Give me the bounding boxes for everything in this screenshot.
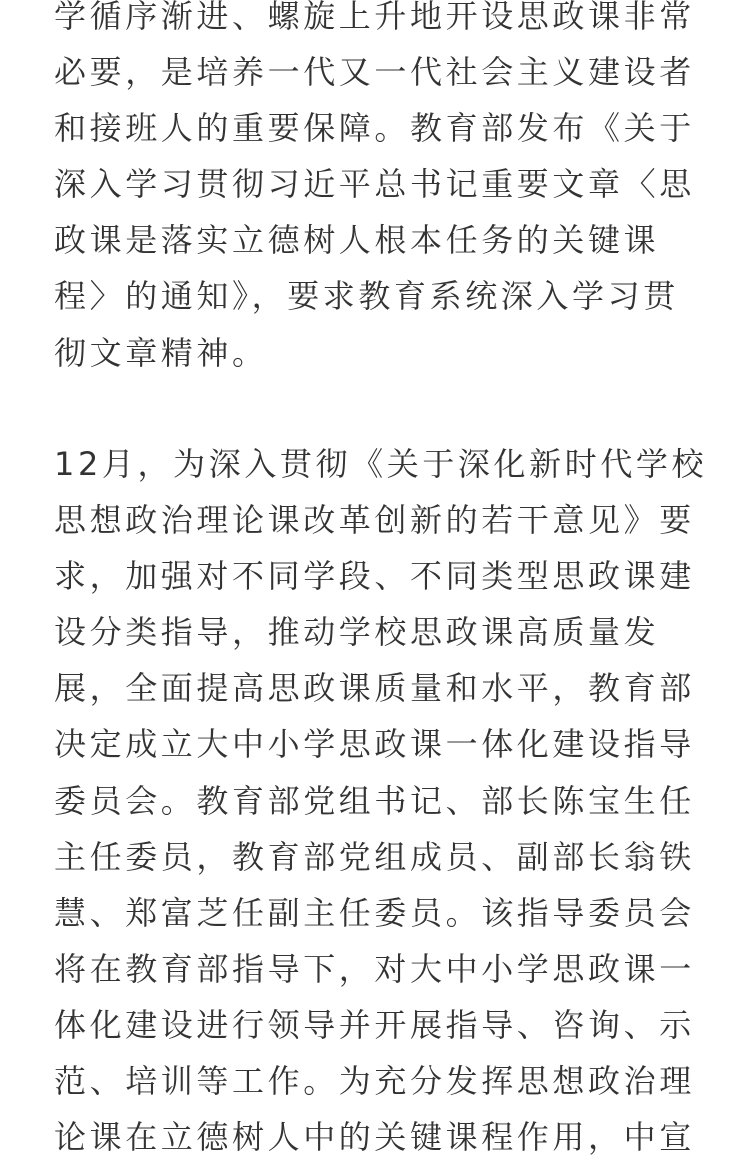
text-line: 政课是落实立德树人根本任务的关键课 — [54, 221, 660, 260]
text-line: 深入学习贯彻习近平总书记重要文章〈思 — [54, 165, 695, 204]
text-line: 范、培训等工作。为充分发挥思想政治理 — [54, 1062, 695, 1101]
text-line: 12月，为深入贯彻《关于深化新时代学校 — [54, 445, 708, 483]
paragraph-1 — [54, 0, 714, 381]
text-line: 思想政治理论课改革创新的若干意见》要 — [54, 501, 695, 540]
paragraph-2 — [54, 436, 714, 1165]
text-line: 体化建设进行领导并开展指导、咨询、示 — [54, 1005, 695, 1044]
text-line: 程〉的通知》，要求教育系统深入学习贯 — [54, 277, 679, 316]
text-line: 必要，是培养一代又一代社会主义建设者 — [54, 53, 695, 92]
text-line: 求，加强对不同学段、不同类型思政课建 — [54, 557, 695, 596]
text-line: 和接班人的重要保障。教育部发布《关于 — [54, 109, 695, 148]
text-line: 展，全面提高思政课质量和水平，教育部 — [54, 669, 695, 708]
text-line: 论课在立德树人中的关键课程作用，中宣 — [54, 1118, 695, 1157]
text-line: 慧、郑富芝任副主任委员。该指导委员会 — [54, 893, 695, 932]
text-line: 彻文章精神。 — [54, 333, 268, 372]
text-line: 委员会。教育部党组书记、部长陈宝生任 — [54, 781, 695, 820]
text-line: 主任委员，教育部党组成员、副部长翁铁 — [54, 837, 695, 876]
text-line: 设分类指导，推动学校思政课高质量发 — [54, 613, 660, 652]
text-line: 将在教育部指导下，对大中小学思政课一 — [54, 949, 695, 988]
text-line: 学循序渐进、螺旋上升地开设思政课非常 — [54, 0, 695, 35]
text-line: 决定成立大中小学思政课一体化建设指导 — [54, 725, 695, 764]
